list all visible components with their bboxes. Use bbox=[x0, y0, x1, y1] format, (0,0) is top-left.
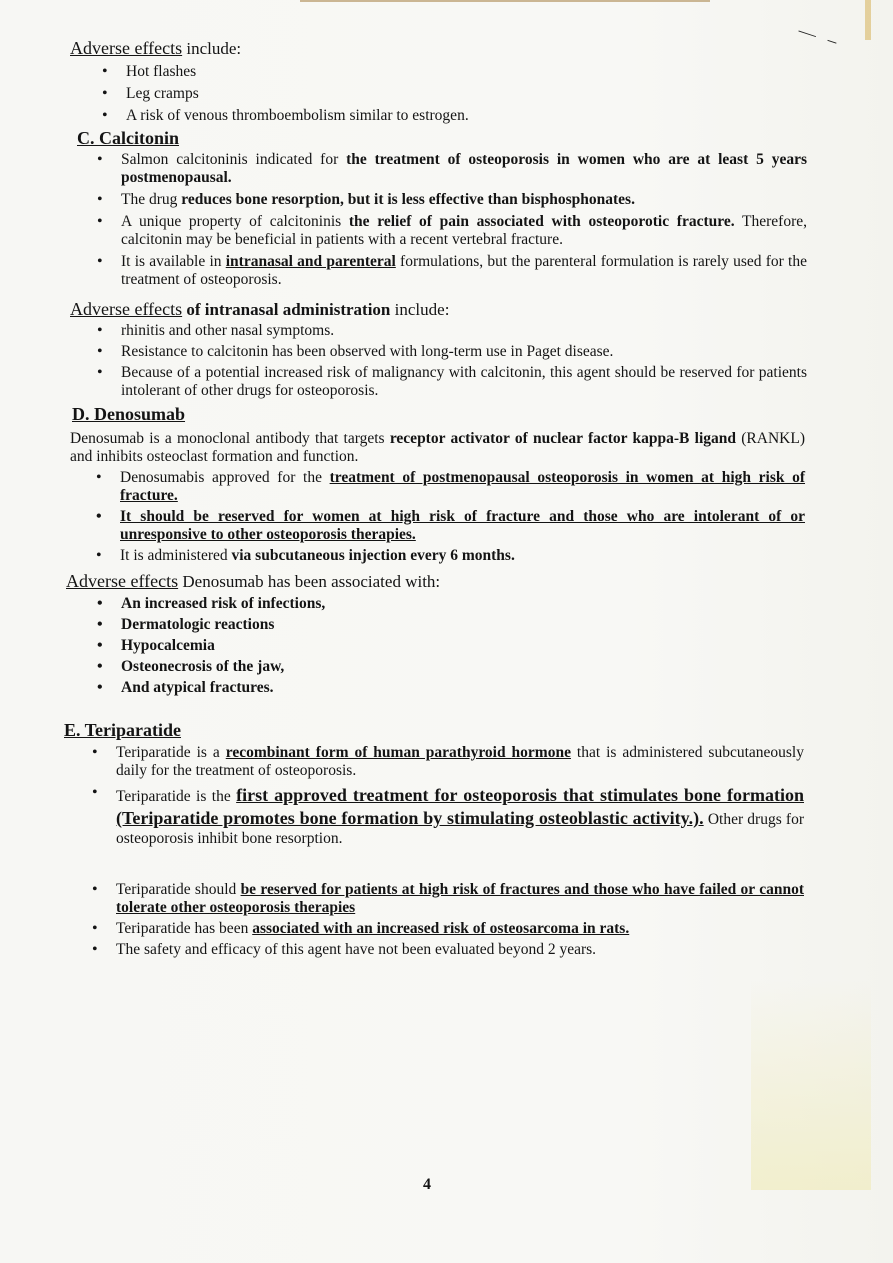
calcitonin-adverse-list bbox=[121, 322, 807, 400]
list-item: • It should be reserved for women at high risk of fracture and those who are intolerant of or unresponsive to other osteoporosis therapies. bbox=[120, 508, 805, 544]
list-item: • And atypical fractures. bbox=[121, 679, 621, 697]
list-item: • Denosumabis approved for the treatment of postmenopausal osteoporosis in women at high risk of fracture. bbox=[120, 469, 805, 505]
adverse-list-1 bbox=[126, 63, 776, 125]
section-heading-calcitonin: C. Calcitonin bbox=[77, 128, 180, 148]
adverse-effects-mid: of intranasal administration bbox=[182, 300, 391, 319]
list-item: • Hot flashes bbox=[126, 63, 776, 81]
list-item: • An increased risk of infections, bbox=[121, 595, 621, 613]
list-item: • Because of a potential increased risk of malignancy with calcitonin, this agent should be reserved for patients intolerant of other drugs for osteoporosis. bbox=[121, 364, 807, 400]
adverse-effects-label: Adverse effects bbox=[70, 38, 183, 58]
list-item: • It is administered via subcutaneous injection every 6 months. bbox=[120, 547, 805, 565]
section-heading-denosumab: D. Denosumab bbox=[72, 404, 186, 424]
adverse-effects-rest: Denosumab has been associated with: bbox=[178, 572, 441, 591]
list-item: • The safety and efficacy of this agent have not been evaluated beyond 2 years. bbox=[116, 941, 804, 959]
calcitonin-list bbox=[121, 151, 807, 289]
adverse-effects-heading-1 bbox=[70, 38, 241, 59]
denosumab-list bbox=[120, 469, 805, 565]
denosumab-adverse-list bbox=[121, 595, 621, 697]
page-number: 4 bbox=[423, 1176, 431, 1193]
list-item: • Resistance to calcitonin has been observed with long-term use in Paget disease. bbox=[121, 343, 807, 361]
list-item: • A risk of venous thromboembolism similar to estrogen. bbox=[126, 107, 776, 125]
adverse-effects-heading-3 bbox=[66, 571, 440, 592]
denosumab-intro: Denosumab is a monoclonal antibody that targets receptor activator of nuclear factor kappa-B ligand (RANKL) and inhibits osteoclast formation and function. bbox=[70, 430, 805, 465]
list-item: • Salmon calcitoninis indicated for the treatment of osteoporosis in women who are at least 5 years postmenopausal. bbox=[121, 151, 807, 187]
list-item: • Hypocalcemia bbox=[121, 637, 621, 655]
section-heading-teriparatide: E. Teriparatide bbox=[64, 720, 182, 740]
list-item: • Dermatologic reactions bbox=[121, 616, 621, 634]
list-item: • A unique property of calcitoninis the relief of pain associated with osteoporotic fracture. Therefore, calcitonin may be beneficial in patients with a recent vertebral fracture. bbox=[121, 213, 807, 249]
page-edge-shadow bbox=[865, 0, 871, 40]
adverse-effects-rest: include: bbox=[182, 39, 242, 58]
adverse-effects-label: Adverse effects bbox=[70, 299, 183, 319]
paper-shading bbox=[751, 980, 871, 1190]
list-item: • The drug reduces bone resorption, but it is less effective than bisphosphonates. bbox=[121, 191, 807, 209]
list-item: • It is available in intranasal and parenteral formulations, but the parenteral formulation is rarely used for the treatment of osteoporosis. bbox=[121, 253, 807, 289]
list-item: • Teriparatide has been associated with an increased risk of osteosarcoma in rats. bbox=[116, 920, 804, 938]
list-item: • Leg cramps bbox=[126, 85, 776, 103]
teriparatide-list bbox=[116, 744, 804, 848]
list-item: • Teriparatide is a recombinant form of human parathyroid hormone that is administered subcutaneously daily for the treatment of osteoporosis. bbox=[116, 744, 804, 780]
adverse-effects-heading-2 bbox=[70, 299, 449, 320]
list-item: • Osteonecrosis of the jaw, bbox=[121, 658, 621, 676]
adverse-effects-label: Adverse effects bbox=[66, 571, 179, 591]
top-rule bbox=[300, 0, 710, 2]
list-item: • rhinitis and other nasal symptoms. bbox=[121, 322, 807, 340]
pen-mark-icon: — – bbox=[796, 19, 844, 53]
list-item: • Teriparatide should be reserved for patients at high risk of fractures and those who have failed or cannot tolerate other osteoporosis therapies bbox=[116, 881, 804, 917]
adverse-effects-rest: include: bbox=[390, 300, 450, 319]
teriparatide-list-2 bbox=[116, 881, 804, 959]
list-item: • Teriparatide is the first approved treatment for osteoporosis that stimulates bone formation (Teriparatide promotes bone formation by stimulating osteoblastic activity.). Other drugs for osteoporosis inhibit bone resorption. bbox=[116, 784, 804, 848]
